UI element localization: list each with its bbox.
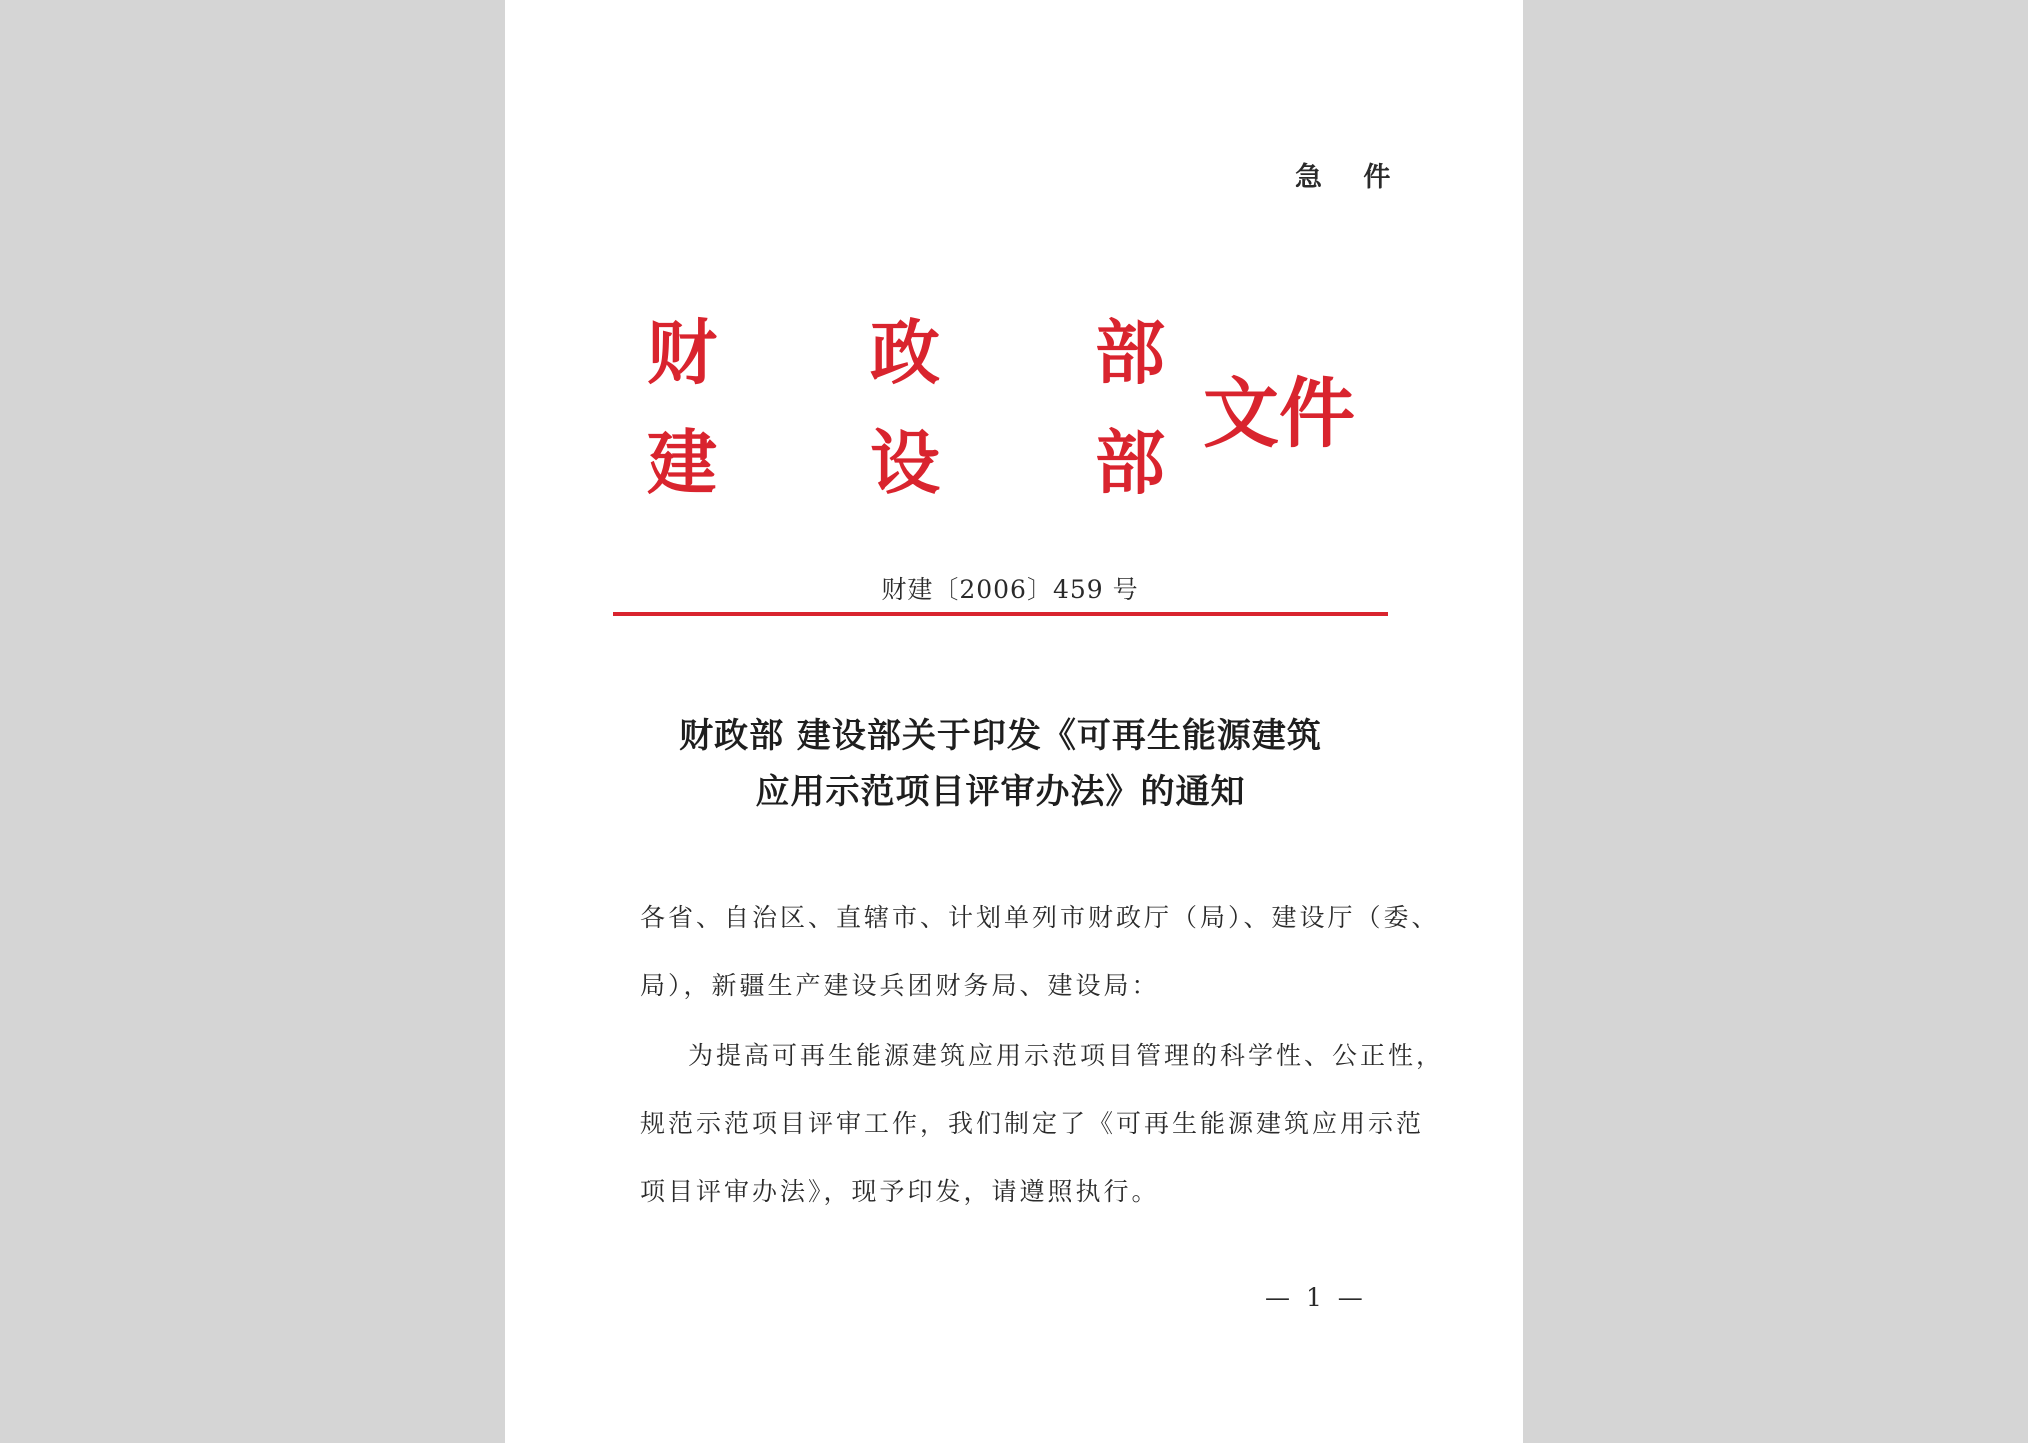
issuer-char: 设 bbox=[870, 421, 940, 504]
urgency-mark: 急 件 bbox=[1295, 162, 1407, 193]
issuer-char: 建 bbox=[647, 421, 717, 504]
red-divider bbox=[613, 612, 1388, 616]
issuer-char: 部 bbox=[1095, 311, 1165, 394]
notice-title-line: 应用示范项目评审办法》的通知 bbox=[755, 772, 1246, 812]
body-text-line: 为提高可再生能源建筑应用示范项目管理的科学性、公正性， bbox=[688, 1041, 1445, 1070]
issuer-char: 财 bbox=[647, 311, 717, 394]
body-text-line: 项目评审办法》，现予印发，请遵照执行。 bbox=[640, 1177, 1160, 1206]
notice-title-line: 财政部 建设部关于印发《可再生能源建筑 bbox=[679, 716, 1322, 756]
body-text-line: 各省、自治区、直辖市、计划单列市财政厅（局）、建设厅（委、 bbox=[640, 903, 1440, 932]
page-number: — 1 — bbox=[1265, 1283, 1367, 1312]
issuer-char: 部 bbox=[1095, 421, 1165, 504]
body-text-line: 局），新疆生产建设兵团财务局、建设局： bbox=[640, 971, 1160, 1000]
body-text-line: 规范示范项目评审工作，我们制定了《可再生能源建筑应用示范 bbox=[640, 1109, 1425, 1138]
issuer-char: 政 bbox=[870, 311, 940, 394]
document-number: 财建〔2006〕459 号 bbox=[881, 575, 1139, 604]
document-word: 文件 bbox=[1203, 369, 1355, 458]
